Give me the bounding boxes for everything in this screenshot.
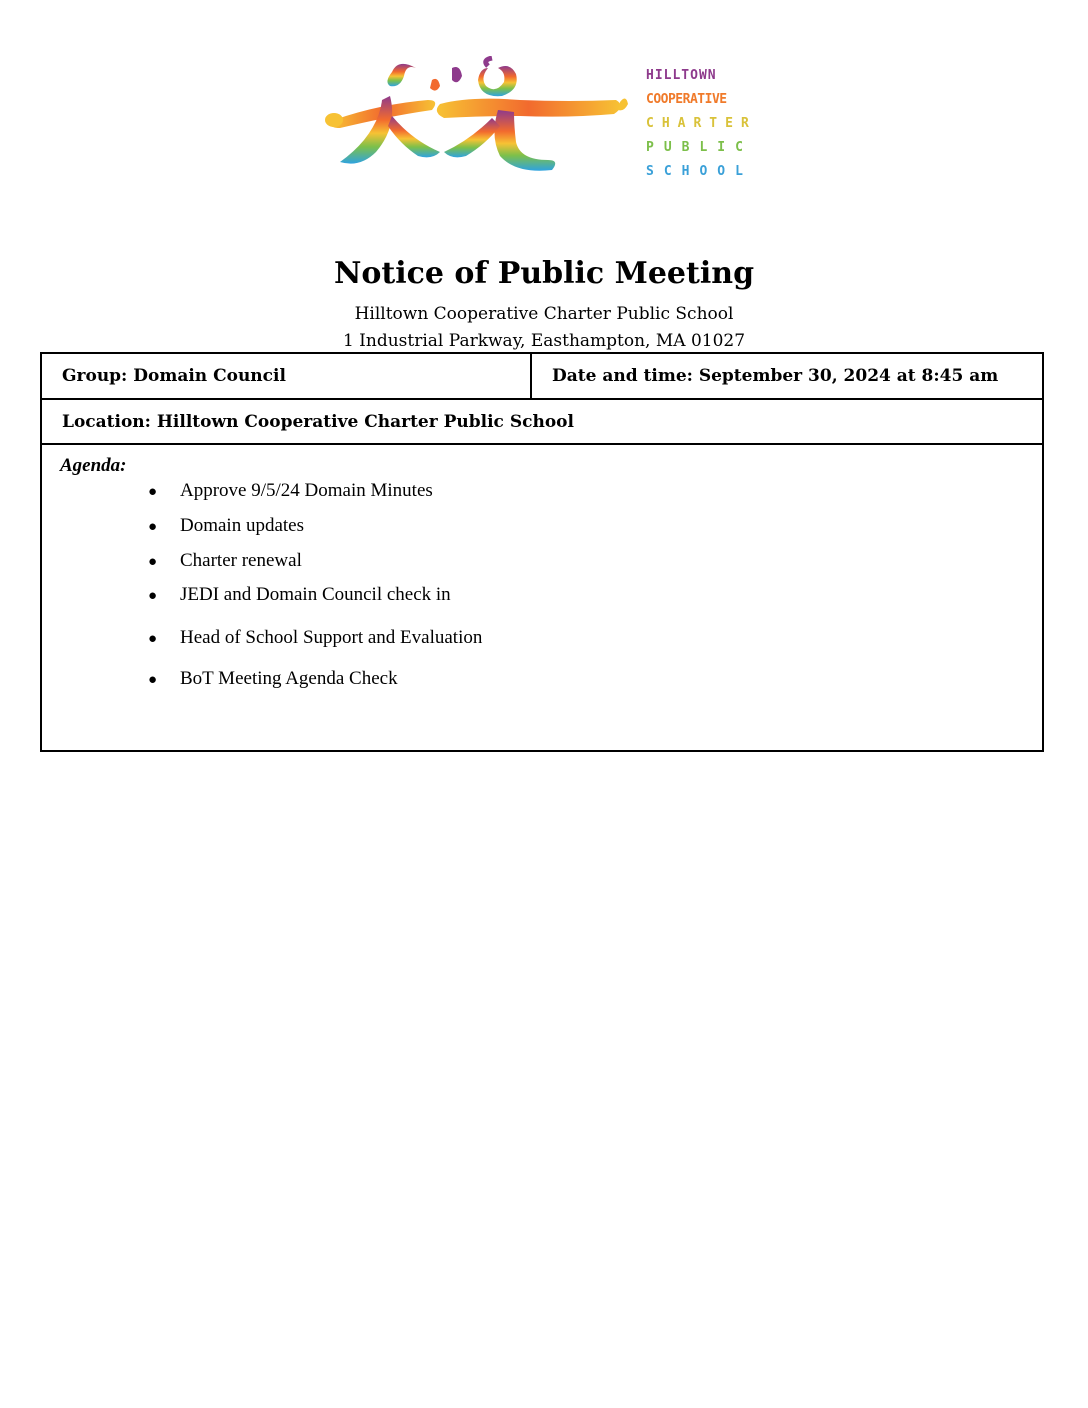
agenda-item-text: Head of School Support and Evaluation [180, 627, 483, 648]
agenda-item-text: JEDI and Domain Council check in [180, 584, 451, 605]
bullet-icon: ● [148, 672, 158, 688]
group-cell [42, 354, 532, 398]
logo-line-cooperative: COOPERATIVE [646, 92, 727, 107]
list-item [148, 668, 398, 690]
bullet-icon: ● [148, 519, 158, 535]
list-item [148, 480, 433, 502]
table-row [42, 354, 1042, 400]
list-item [148, 515, 304, 537]
logo-line-charter: CHARTER [646, 116, 757, 131]
datetime-text: Date and time: September 30, 2024 at 8:45 am [552, 366, 999, 386]
list-item [148, 550, 302, 572]
bullet-icon: ● [148, 484, 158, 500]
location-text: Location: Hilltown Cooperative Charter Public School [62, 412, 574, 432]
logo-figures-icon [320, 56, 640, 186]
logo-wordmark [646, 64, 786, 184]
school-address: 1 Industrial Parkway, Easthampton, MA 01027 [342, 331, 746, 351]
school-name: Hilltown Cooperative Charter Public School [354, 304, 734, 324]
school-logo [320, 56, 790, 186]
logo-line-public: PUBLIC [646, 140, 753, 155]
bullet-icon: ● [148, 631, 158, 647]
logo-line-school: SCHOOL [646, 164, 753, 179]
bullet-icon: ● [148, 554, 158, 570]
agenda-item-text: BoT Meeting Agenda Check [180, 668, 398, 689]
logo-line-hilltown: HILLTOWN [646, 68, 717, 83]
list-item [148, 627, 482, 649]
list-item [148, 584, 451, 606]
agenda-label: Agenda: [60, 455, 127, 476]
agenda-item-text: Charter renewal [180, 550, 302, 571]
agenda-item-text: Domain updates [180, 515, 305, 536]
agenda-cell [42, 445, 1042, 750]
page-title: Notice of Public Meeting [333, 256, 755, 291]
datetime-cell [532, 354, 1042, 398]
group-text: Group: Domain Council [62, 366, 286, 386]
bullet-icon: ● [148, 588, 158, 604]
meeting-details-table [40, 352, 1044, 752]
table-row [42, 400, 1042, 445]
agenda-item-text: Approve 9/5/24 Domain Minutes [180, 480, 433, 501]
